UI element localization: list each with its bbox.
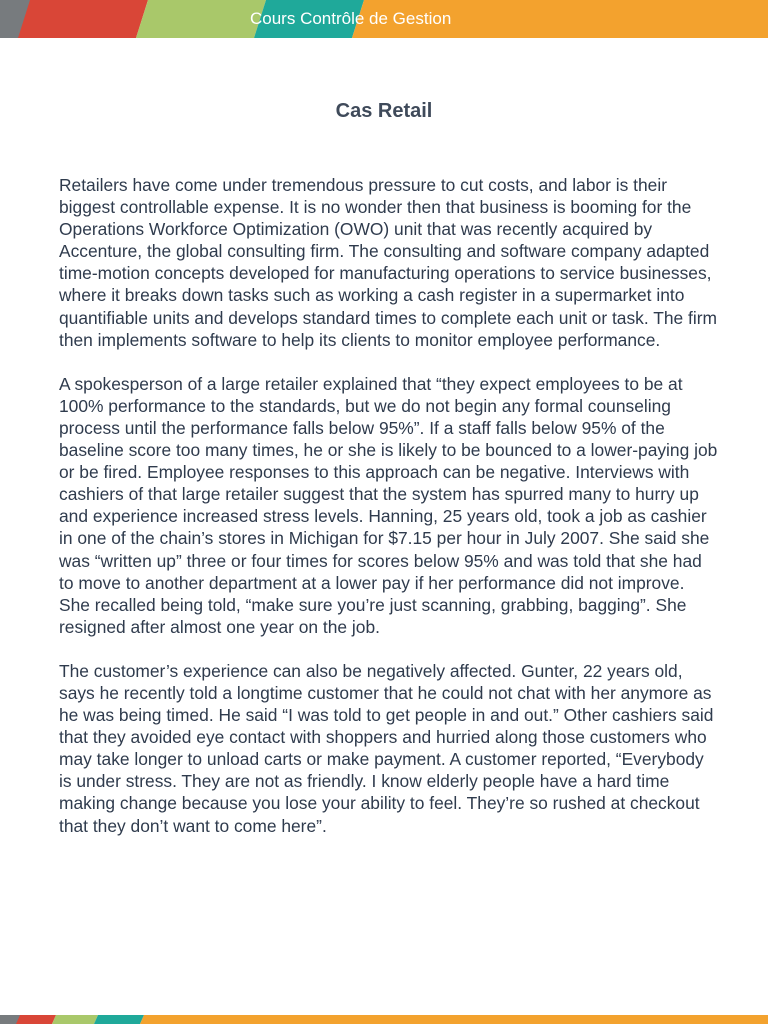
paragraph: A spokesperson of a large retailer explained that “they expect employees to be at 100% performance to the standards, but we do not begin any formal counseling process until the performance falls below 95%”. If a staff falls below 95% of the baseline score too many times, he or she is likely to be bounced to a lower-paying job or be fired. Employee responses to this approach can be negative. Interviews with cashiers of that large retailer suggest that the system has spurred many to hurry up and experience increased stress levels. Hanning, 25 years old, took a job as cashier in one of the chain’s stores in Michigan for $7.15 per hour in July 2007. She said she was “written up” three or four times for scores below 95% and was told that she had to move to another department at a lower pay if her performance did not improve. She recalled being told, “make sure you’re just scanning, grabbing, bagging”. She resigned after almost one year on the job. — [59, 373, 718, 637]
header-title: Cours Contrôle de Gestion — [250, 9, 452, 28]
footer-segment-green — [52, 1015, 98, 1024]
header-banner — [0, 0, 768, 38]
footer-segment-orange — [140, 1015, 768, 1024]
document-body — [59, 174, 719, 859]
paragraph: Retailers have come under tremendous pressure to cut costs, and labor is their biggest controllable expense. It is no wonder then that business is booming for the Operations Workforce Optimization (OWO) unit that was recently acquired by Accenture, the global consulting firm. The consulting and software company adapted time-motion concepts developed for manufacturing operations to service businesses, where it breaks down tasks such as working a cash register in a supermarket into quantifiable units and develops standard times to complete each unit or task. The firm then implements software to help its clients to monitor employee performance. — [59, 175, 717, 350]
header-segment-green — [136, 0, 266, 38]
footer-segment-red — [16, 1015, 56, 1024]
footer-banner — [0, 1015, 768, 1024]
document-title: Cas Retail — [335, 100, 433, 122]
footer-segment-teal — [94, 1015, 144, 1024]
paragraph: The customer’s experience can also be negatively affected. Gunter, 22 years old, says he recently told a longtime customer that he could not chat with her anymore as he was being timed. He said “I was told to get people in and out.” Other cashiers said that they avoided eye contact with shoppers and hurried along those customers who may take longer to unload carts or make payment. A customer reported, “Everybody is under stress. They are not as friendly. I know elderly people have a hard time making change because you lose your ability to feel. They’re so rushed at checkout that they don’t want to come here”. — [59, 660, 714, 836]
header-segment-red — [18, 0, 148, 38]
